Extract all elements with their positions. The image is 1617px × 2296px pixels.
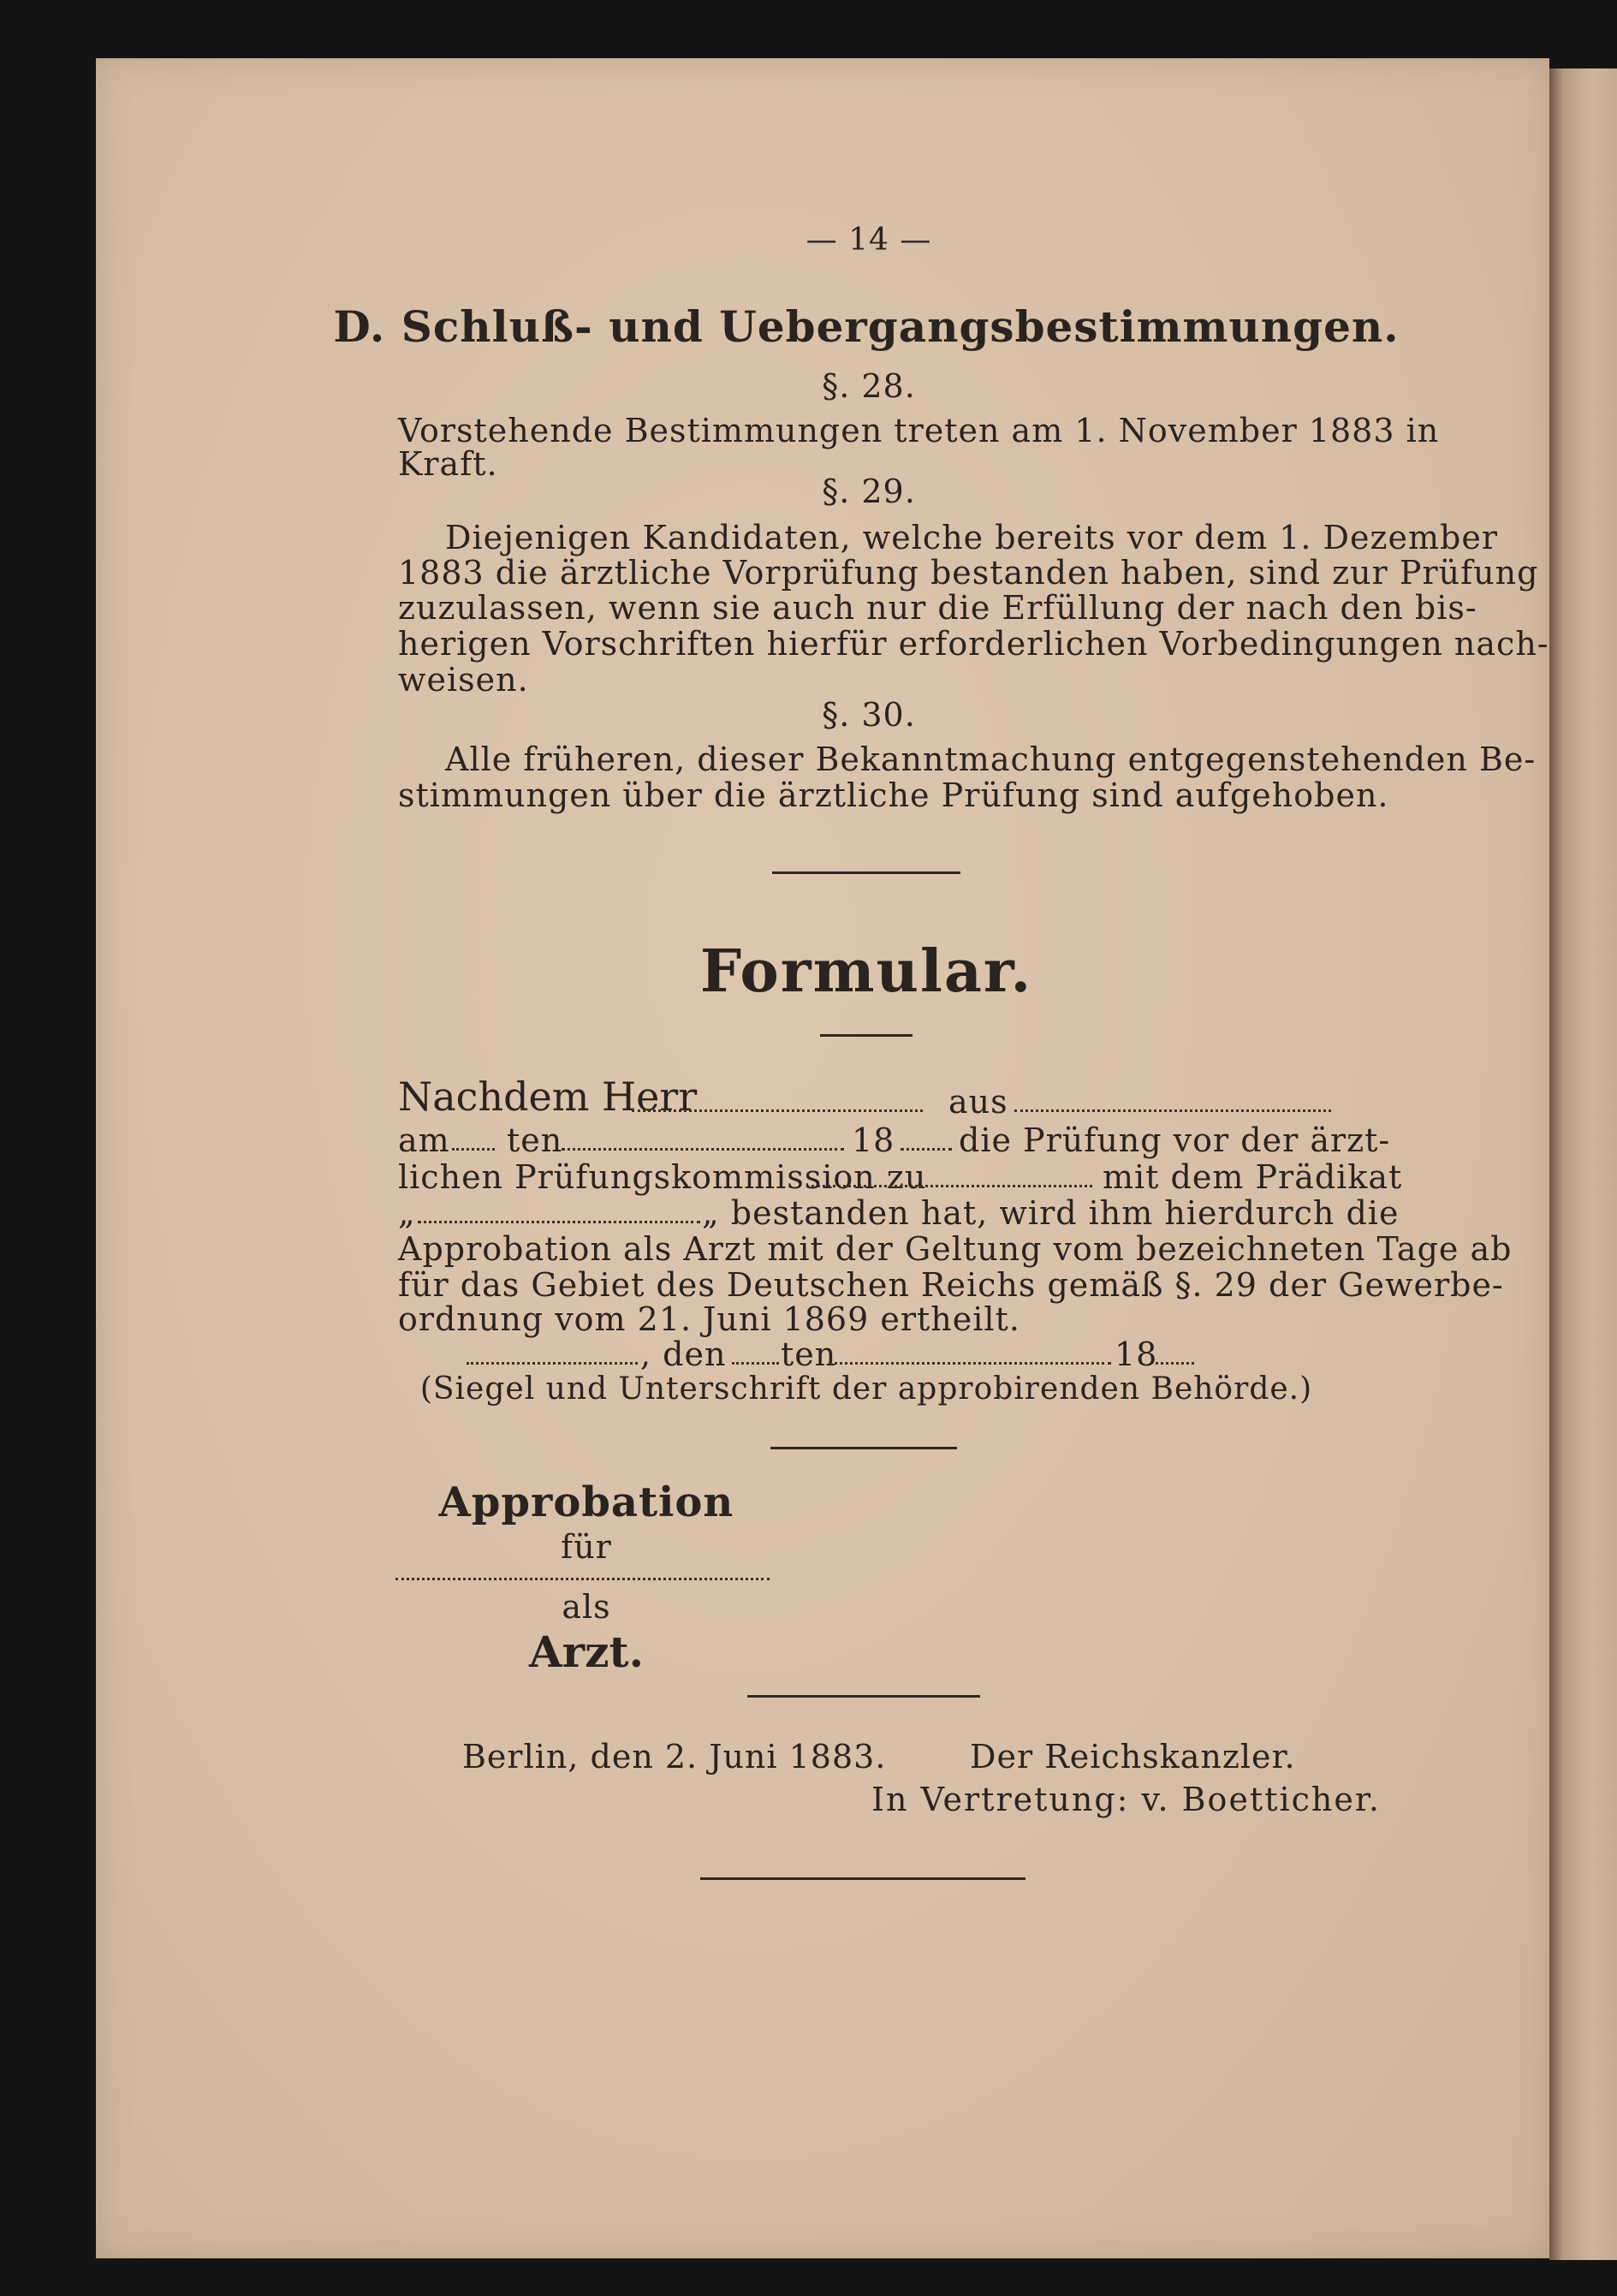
paragraph-number: §. 28. bbox=[822, 367, 916, 405]
form-blank bbox=[467, 1362, 638, 1365]
divider bbox=[772, 871, 960, 874]
paragraph-number: §. 30. bbox=[822, 696, 916, 734]
signature: In Vertretung: v. Boetticher. bbox=[871, 1781, 1381, 1818]
form-label: aus bbox=[948, 1083, 1008, 1121]
paragraph-line: Alle früheren, dieser Bekanntmachung entgegenstehenden Be- bbox=[445, 741, 1537, 778]
approbation-name-blank bbox=[395, 1578, 770, 1580]
divider bbox=[820, 1034, 913, 1037]
paragraph-line: 1883 die ärztliche Vorprüfung bestanden haben, sind zur Prüfung bbox=[398, 554, 1539, 592]
place-date: Berlin, den 2. Juni 1883. bbox=[462, 1738, 887, 1776]
form-label: „ bbox=[398, 1194, 416, 1232]
form-text: für das Gebiet des Deutschen Reichs gemäß §. 29 der Gewerbe- bbox=[398, 1266, 1504, 1304]
form-label: 18 bbox=[1115, 1335, 1158, 1373]
form-blank bbox=[1014, 1109, 1331, 1112]
form-text: mit dem Prädikat bbox=[1103, 1158, 1403, 1196]
divider bbox=[747, 1695, 980, 1698]
paragraph-line: stimmungen über die ärztliche Prüfung sind aufgehoben. bbox=[398, 776, 1389, 814]
form-text: Approbation als Arzt mit der Geltung vom bezeichneten Tage ab bbox=[398, 1230, 1513, 1268]
form-label: Nachdem Herr bbox=[398, 1074, 698, 1120]
form-text: ordnung vom 21. Juni 1869 ertheilt. bbox=[398, 1300, 1020, 1338]
divider bbox=[770, 1447, 957, 1449]
approbation-title: Approbation bbox=[438, 1478, 734, 1526]
seal-note: (Siegel und Unterschrift der approbirenden Behörde.) bbox=[419, 1371, 1313, 1407]
form-label: 18 bbox=[852, 1121, 895, 1159]
form-blank bbox=[811, 1185, 1092, 1187]
section-heading: D. Schluß- und Uebergangsbestimmungen. bbox=[333, 301, 1400, 352]
approbation-arzt: Arzt. bbox=[528, 1627, 645, 1677]
form-label: ten bbox=[781, 1335, 837, 1373]
form-label: ten bbox=[507, 1121, 563, 1159]
form-label: am bbox=[398, 1121, 450, 1159]
form-blank bbox=[829, 1362, 1111, 1365]
form-text: „ bestanden hat, wird ihm hierdurch die bbox=[702, 1194, 1400, 1232]
paragraph-line: Kraft. bbox=[398, 445, 498, 483]
form-blank bbox=[901, 1148, 952, 1151]
form-text: lichen Prüfungskommission zu bbox=[398, 1158, 927, 1196]
formular-title: Formular. bbox=[699, 937, 1033, 1006]
paragraph-line: herigen Vorschriften hierfür erforderlichen Vorbedingungen nach- bbox=[398, 625, 1549, 663]
approbation-fuer: für bbox=[561, 1528, 612, 1566]
paragraph-line: weisen. bbox=[398, 661, 529, 699]
form-blank bbox=[1156, 1362, 1194, 1365]
form-blank bbox=[452, 1148, 495, 1151]
form-blank bbox=[562, 1148, 844, 1151]
adjacent-page-edge bbox=[1549, 68, 1617, 2260]
form-text: die Prüfung vor der ärzt- bbox=[959, 1121, 1391, 1159]
form-blank bbox=[732, 1362, 779, 1365]
form-blank bbox=[418, 1221, 700, 1223]
paragraph-number: §. 29. bbox=[822, 473, 916, 510]
office-title: Der Reichskanzler. bbox=[970, 1738, 1296, 1776]
paragraph-line: Diejenigen Kandidaten, welche bereits vor dem 1. Dezember bbox=[445, 519, 1499, 556]
paragraph-line: zuzulassen, wenn sie auch nur die Erfüllung der nach den bis- bbox=[398, 589, 1477, 627]
page-number: — 14 — bbox=[806, 223, 932, 258]
form-label: , den bbox=[640, 1335, 727, 1373]
form-blank bbox=[632, 1109, 923, 1112]
paragraph-line: Vorstehende Bestimmungen treten am 1. November 1883 in bbox=[398, 412, 1440, 449]
divider bbox=[700, 1877, 1025, 1880]
approbation-als: als bbox=[562, 1588, 611, 1626]
